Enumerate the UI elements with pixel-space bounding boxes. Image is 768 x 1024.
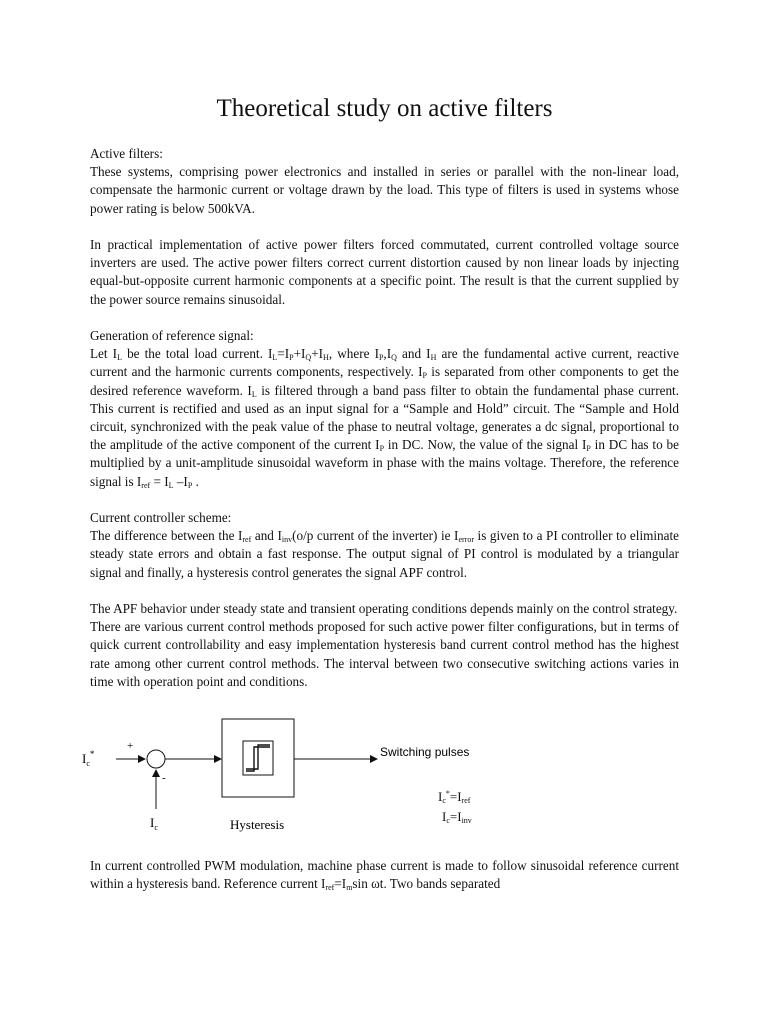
document-body [90, 145, 679, 691]
diagram-feedback-label: $I_c$ [150, 815, 158, 833]
equation-ic-star: $I_c^*=I_{ref}$ [438, 789, 471, 806]
diagram-input-label: $I_c^*$ [82, 749, 95, 769]
section-heading-reference-signal: Generation of reference signal: [90, 328, 254, 343]
equation-ic: $I_c=I_{inv}$ [442, 809, 472, 826]
hysteresis-block-diagram [82, 697, 679, 847]
paragraph-reference-signal: Let $I_L$ be the total load current. $I_L=I_P+I_Q+I_H$, where $I_P,I_Q$ and $I_H$ are the fundamental active current, reactive current and the harmonic currents components, respectively. $I_P$ is separated from other components to get the desired reference waveform. $I_L$ is filtered through a band pass filter to obtain the fundamental phase current. This current is rectified and used as an input signal for a “Sample and Hold” circuit. The “Sample and Hold circuit, synchronized with the peak value of the phase to neutral voltage, generates a dc signal, proportional to the amplitude of the active component of the current $I_P$ in DC. Now, the value of the signal $I_P$ in DC has to be multiplied by a unit-amplitude sinusoidal waveform in phase with the mains voltage. Therefore, the reference signal is $I_{ref} = I_L$ $-I_P$ . [90, 346, 680, 490]
section-heading-current-controller: Current controller scheme: [90, 510, 232, 526]
paragraph-pwm-modulation: In current controlled PWM modulation, machine phase current is made to follow sinusoidal reference current within a hysteresis band. Reference current $I_{ref}=I_m\sin$ ωt. Two bands separated [90, 858, 679, 893]
paragraph-active-filters: These systems, comprising power electronics and installed in series or parallel with the non-linear load, compensate the harmonic current or voltage drawn by the load. This type of filters is used in systems whose power rating is below 500kVA. [90, 164, 679, 216]
plus-sign: + [127, 740, 134, 753]
minus-sign: - [162, 772, 166, 785]
paragraph-apf-behavior: The APF behavior under steady state and transient operating conditions depends mainly on the control strategy. [90, 601, 678, 617]
input-arrowhead [138, 755, 146, 763]
block-diagram-svg [80, 697, 680, 847]
feedback-arrowhead [152, 769, 160, 777]
summing-junction [147, 750, 165, 768]
section-heading-active-filters: Active filters: [90, 146, 163, 161]
paragraph-control-methods: There are various current control methods proposed for such active power filter configurations, but in terms of quick current controllability and easy implementation hysteresis band current control method has the highest rate among other current control methods. The interval between two consecutive switching actions varies in time with operation point and conditions. [90, 619, 679, 689]
page-title: Theoretical study on active filters [216, 95, 553, 122]
paragraph-practical-implementation: In practical implementation of active power filters forced commutated, current controlled voltage source inverters are used. The active power filters correct current distortion caused by non linear loads by injecting equal-but-opposite current harmonic components at a specific point. The result is that the current supplied by the power source remains sinusoidal. [90, 237, 679, 307]
hysteresis-label: Hysteresis [230, 817, 285, 833]
paragraph-current-controller: The difference between the $I_{ref}$ and $I_{inv}(o/p$ current of the inverter) ie $I_{error}$ is given to a PI controller to eliminate steady state errors and obtain a fast response. The output signal of PI control is modulated by a triangular signal and finally, a hysteresis control generates the signal APF control. [90, 528, 679, 580]
output-arrowhead [370, 755, 378, 763]
switching-pulses-label: Switching pulses [380, 745, 470, 760]
error-arrowhead [214, 755, 222, 763]
